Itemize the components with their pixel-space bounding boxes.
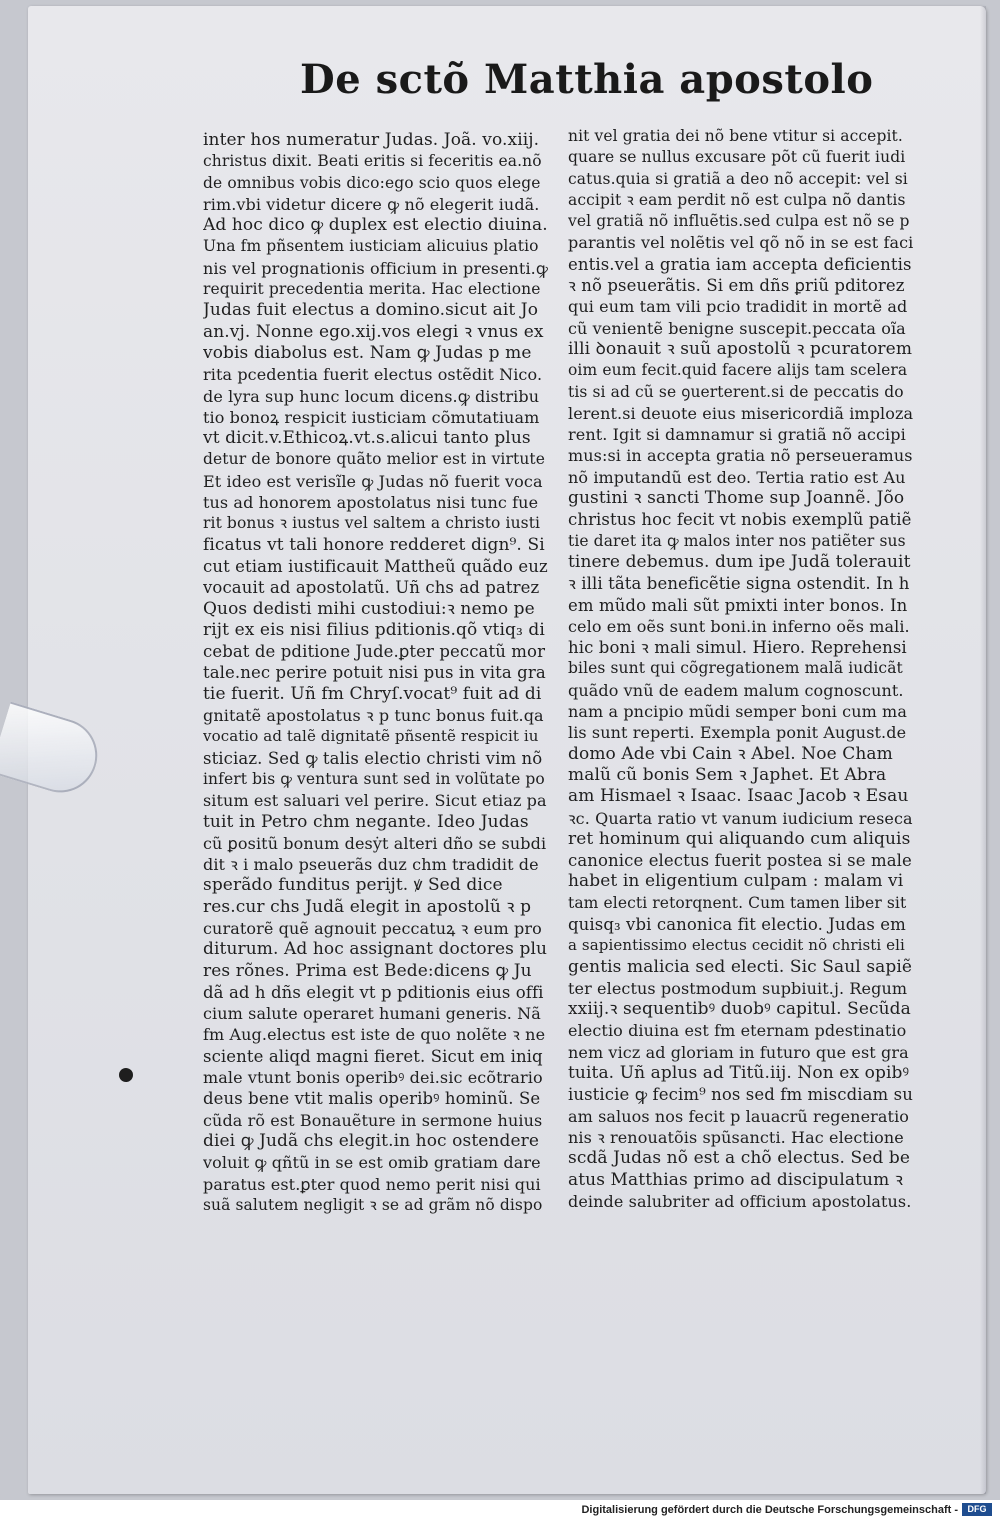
text-line: infert bis ꝙ ventura sunt sed in volũtate po xyxy=(203,769,545,788)
text-line: tam electi retorqnent. Cum tamen liber sit xyxy=(568,893,907,912)
text-line: dã ad h dñs elegit vt p pditionis eius offi xyxy=(203,982,544,1002)
text-line: detur de bonore quãto melior est in virtute xyxy=(203,450,546,469)
text-line: cũda rõ est Bonauẽture in sermone huius xyxy=(203,1110,543,1130)
text-line: deinde salubriter ad officium apostolatus. xyxy=(568,1191,912,1211)
text-line: dit ꝛ i malo pseuerãs duz chm tradidit de xyxy=(203,855,539,875)
text-line: biles sunt qui cõgregationem malã iudicãt xyxy=(568,659,903,678)
text-line: res.cur chs Judã elegit in apostolũ ꝛ p xyxy=(203,896,532,917)
text-line: lerent.si deuote eius misericordiã imploza xyxy=(568,403,913,423)
text-line: quãdo vnũ de eadem malum cognoscunt. xyxy=(568,680,904,700)
text-line: qui eum tam vili pcio tradidit in mortẽ ad xyxy=(568,297,908,317)
text-line: am saluos nos fecit p lauacrũ regeneratio xyxy=(568,1106,910,1126)
text-line: suã salutem negligit ꝛ se ad grãm nõ dispo xyxy=(203,1195,543,1214)
text-line: parantis vel nolẽtis vel qõ nõ in se est faci xyxy=(568,233,913,253)
right-text-column xyxy=(568,126,913,1212)
text-line: malũ cũ bonis Sem ꝛ Japhet. Et Abra xyxy=(568,764,887,785)
text-line: tio bonoꝝ respicit iusticiam cõmutatiuam xyxy=(203,407,540,427)
text-line: iusticie ꝙ fecim⁹ nos sed fm miscdiam su xyxy=(568,1085,913,1105)
text-line: vocatio ad talẽ dignitatẽ pñsentẽ respicit iu xyxy=(203,727,539,746)
text-line: nis vel prognationis officium in presenti.ꝙ xyxy=(203,258,548,278)
text-line: quisq₃ vbi canonica fit electio. Judas em xyxy=(568,914,906,934)
text-line: em mũdo mali sũt pmixti inter bonos. In xyxy=(568,595,908,615)
text-line: an.vj. Nonne ego.xij.vos elegi ꝛ vnus ex xyxy=(203,321,544,342)
text-line: oim eum fecit.quid facere alijs tam scelera xyxy=(568,361,908,380)
dfg-logo-icon: DFG xyxy=(962,1503,992,1516)
text-line: paratus est.ꝑter quod nemo perit nisi qui xyxy=(203,1174,541,1194)
text-line: lis sunt reperti. Exempla ponit August.de xyxy=(568,723,907,743)
text-line: mus:si in accepta gratia nõ perseueramus xyxy=(568,446,913,466)
text-line: voluit ꝙ qñtũ in se est omib gratiam dare xyxy=(203,1153,541,1173)
text-line: situm est saluari vel perire. Sicut etiaz pa xyxy=(203,791,547,811)
text-line: nam a pncipio mũdi semper boni cum ma xyxy=(568,702,907,722)
text-line: electio diuina est fm eternam pdestinatio xyxy=(568,1021,907,1041)
text-line: ret hominum qui aliquando cum aliquis xyxy=(568,828,911,849)
text-line: sciente aliqd magni fieret. Sicut em iniq xyxy=(203,1046,543,1066)
text-line: rijt ex eis nisi filius pditionis.qõ vtiq₃ di xyxy=(203,619,545,640)
text-line: deus bene vtit malis operibꝰ hominũ. Se xyxy=(203,1089,541,1109)
text-line: Ad hoc dico ꝙ duplex est electio diuina. xyxy=(203,215,548,236)
text-line: tinere debemus. dum ipe Judã tolerauit xyxy=(568,551,911,572)
text-line: nõ imputandũ est deo. Tertia ratio est Au xyxy=(568,467,906,487)
text-line: ficatus vt tali honore redderet dign⁹. Si xyxy=(203,534,545,555)
text-line: christus dixit. Beati eritis si feceritis ea.nõ xyxy=(203,152,542,171)
text-line: sperãdo funditus perijt. ꝟ Sed dice xyxy=(203,875,503,896)
text-line: tale.nec perire potuit nisi pus in vita gra xyxy=(203,663,546,683)
text-line: tuit in Petro chm negante. Ideo Judas xyxy=(203,811,529,832)
text-line: gentis malicia sed electi. Sic Saul sapiẽ xyxy=(568,956,913,977)
ink-dot xyxy=(119,1068,133,1082)
text-line: rita pcedentia fuerit electus ostẽdit Nico. xyxy=(203,365,543,385)
text-line: atus Matthias primo ad discipulatum ꝛ xyxy=(568,1169,903,1190)
text-line: de omnibus vobis dico:ego scio quos elege xyxy=(203,173,541,192)
text-line: cũ ꝑositũ bonum desẏt alteri dño se subdi xyxy=(203,833,547,853)
text-line: tuita. Uñ aplus ad Titũ.iij. Non ex opibꝰ xyxy=(568,1063,910,1084)
text-line: cut etiam iustificauit Mattheũ quãdo euz xyxy=(203,556,548,576)
text-line: nem vicz ad gloriam in futuro que est gra xyxy=(568,1042,909,1062)
text-line: male vtunt bonis operibꝰ dei.sic ecõtrario xyxy=(203,1068,543,1088)
funding-credit: Digitalisierung gefördert durch die Deutsche Forschungsgemeinschaft - xyxy=(581,1504,958,1516)
text-line: vobis diabolus est. Nam ꝙ Judas p me xyxy=(203,342,532,363)
text-line: ter electus postmodum supbiuit.j. Regum xyxy=(568,978,908,998)
text-line: tie daret ita ꝙ malos inter nos patiẽter sus xyxy=(568,531,906,550)
text-line: inter hos numeratur Judas. Joã. vo.xiij. xyxy=(203,130,540,150)
text-line: tis si ad cũ se ꝯuerterent.si de peccatis do xyxy=(568,382,904,401)
text-line: ꝛc. Quarta ratio vt vanum iudicium reseca xyxy=(568,808,913,828)
text-line: requirit precedentia merita. Hac electione xyxy=(203,280,541,299)
text-line: a sapientissimo electus cecidit nõ christi eli xyxy=(568,936,905,955)
text-line: vt dicit.v.Ethicoꝝ.vt.s.alicui tanto plus xyxy=(203,428,531,449)
text-line: illi ꝺonauit ꝛ suũ apostolũ ꝛ pcuratorem xyxy=(568,338,913,359)
text-line: gnitatẽ apostolatus ꝛ p tunc bonus fuit.qa xyxy=(203,706,544,726)
text-line: ꝛ nõ pseuerãtis. Si em dñs ꝑriũ pditorez xyxy=(568,276,905,296)
text-line: Quos dedisti mihi custodiui:ꝛ nemo pe xyxy=(203,598,535,619)
text-line: fm Aug.electus est iste de quo nolẽte ꝛ ne xyxy=(203,1025,546,1045)
text-line: rent. Igit si damnamur si gratiã nõ accipi xyxy=(568,425,906,445)
text-line: cebat de pditione Jude.ꝑter peccatũ mor xyxy=(203,642,546,662)
page-heading: De sctõ Matthia apostolo xyxy=(300,56,874,103)
text-line: catus.quia si gratiã a deo nõ accepit: vel si xyxy=(568,169,908,188)
text-line: am Hismael ꝛ Isaac. Isaac Jacob ꝛ Esau xyxy=(568,786,909,807)
text-line: res rõnes. Prima est Bede:dicens ꝙ Ju xyxy=(203,960,532,981)
text-line: habet in eligentium culpam : malam vi xyxy=(568,871,904,892)
leaf-edge-shadow xyxy=(980,6,986,1494)
text-line: tie fuerit. Uñ fm Chryſ.vocat⁹ fuit ad di xyxy=(203,683,542,704)
text-line: diei ꝙ Judã chs elegit.in hoc ostendere xyxy=(203,1130,540,1151)
text-line: ꝛ illi tãta beneficẽtie signa ostendit. In h xyxy=(568,574,910,594)
text-line: christus hoc fecit vt nobis exemplũ patiẽ xyxy=(568,510,912,530)
text-line: canonice electus fuerit postea si se male xyxy=(568,851,912,871)
text-line: entis.vel a gratia iam accepta deficientis xyxy=(568,254,912,274)
footer-bar xyxy=(0,1500,1000,1518)
text-line: Et ideo est verisĩle ꝙ Judas nõ fuerit voca xyxy=(203,471,543,491)
text-line: rit bonus ꝛ iustus vel saltem a christo iusti xyxy=(203,514,541,533)
left-text-column xyxy=(203,130,548,1216)
text-line: celo em oẽs sunt boni.in inferno oẽs mali. xyxy=(568,616,910,636)
text-line: vocauit ad apostolatũ. Uñ chs ad patrez xyxy=(203,578,540,598)
text-line: tus ad honorem apostolatus nisi tunc fue xyxy=(203,493,539,513)
text-line: diturum. Ad hoc assignant doctores plu xyxy=(203,939,548,960)
text-line: cium salute operaret humani generis. Nã xyxy=(203,1004,541,1024)
text-line: sticiaz. Sed ꝙ talis electio christi vim nõ xyxy=(203,748,543,768)
text-line: nis ꝛ renouatõis spũsancti. Hac electione xyxy=(568,1127,904,1147)
text-line: scdã Judas nõ est a chõ electus. Sed be xyxy=(568,1148,911,1169)
text-line: curatorẽ quẽ agnouit peccatuꝝ ꝛ eum pro xyxy=(203,918,542,938)
text-line: vel gratiã nõ influẽtis.sed culpa est nõ se p xyxy=(568,212,910,231)
text-line: gustini ꝛ sancti Thome sup Joannẽ. Jõo xyxy=(568,488,905,509)
text-line: xxiij.ꝛ sequentibꝰ duobꝰ capitul. Secũda xyxy=(568,999,911,1020)
text-line: hic boni ꝛ mali simul. Hiero. Reprehensi xyxy=(568,638,907,658)
text-line: de lyra sup hunc locum dicens.ꝙ distribu xyxy=(203,386,540,406)
text-line: accipit ꝛ eam perdit nõ est culpa nõ dantis xyxy=(568,190,906,209)
text-line: cũ venientẽ benigne suscepit.peccata oĩa xyxy=(568,318,906,338)
text-line: quare se nullus excusare põt cũ fuerit iudi xyxy=(568,148,906,167)
text-line: Judas fuit electus a domino.sicut ait Jo xyxy=(203,300,539,321)
text-line: nit vel gratia dei nõ bene vtitur si accepit. xyxy=(568,127,903,145)
text-line: Una fm pñsentem iusticiam alicuius platio xyxy=(203,237,539,256)
text-line: rim.vbi videtur dicere ꝙ nõ elegerit iudã. xyxy=(203,194,540,214)
text-line: domo Ade vbi Cain ꝛ Abel. Noe Cham xyxy=(568,743,893,764)
